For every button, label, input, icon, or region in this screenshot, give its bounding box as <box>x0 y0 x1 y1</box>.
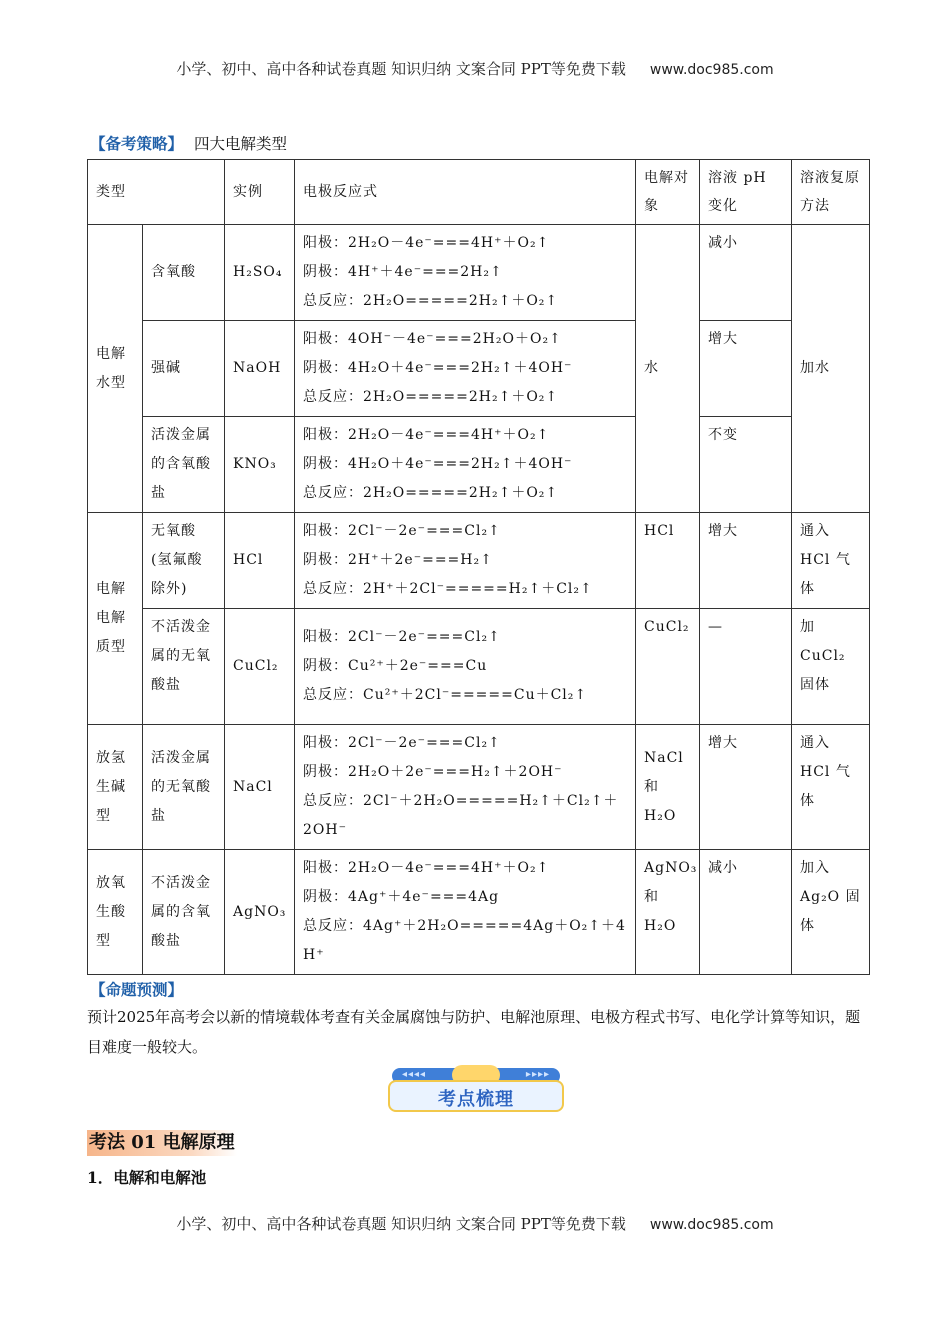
page-footer <box>0 1213 950 1234</box>
anode-equation: 阳极：4OH⁻－4e⁻===2H₂O＋O₂↑ <box>303 331 562 347</box>
reaction-cell <box>295 850 636 975</box>
total-equation: 总反应：4Ag⁺＋2H₂O=====4Ag＋O₂↑＋4H⁺ <box>303 918 626 963</box>
restore-cell: 加入 Ag₂O 固体 <box>792 850 870 975</box>
total-equation: 总反应：2H₂O=====2H₂↑＋O₂↑ <box>303 485 559 501</box>
object-cell: NaCl 和 H₂O <box>636 725 700 850</box>
reaction-cell <box>295 225 636 321</box>
table-header-row <box>88 160 870 225</box>
subtype-cell: 含氧酸 <box>143 225 225 321</box>
subtype-cell: 无氧酸(氢氟酸除外) <box>143 513 225 609</box>
reaction-cell <box>295 725 636 850</box>
cathode-equation: 阴极：2H₂O＋2e⁻===H₂↑＋2OH⁻ <box>303 764 563 780</box>
ph-cell: — <box>700 609 792 725</box>
table-row <box>88 225 870 321</box>
header-restore: 溶液复原方法 <box>792 160 870 225</box>
total-equation: 总反应：2H₂O=====2H₂↑＋O₂↑ <box>303 389 559 405</box>
example-cell: H₂SO₄ <box>225 225 295 321</box>
reaction-cell <box>295 321 636 417</box>
subtype-cell: 强碱 <box>143 321 225 417</box>
restore-cell: 通入 HCl 气体 <box>792 725 870 850</box>
header-text: 小学、初中、高中各种试卷真题 知识归纳 文案合同 PPT等免费下载 <box>176 60 626 78</box>
table-row <box>88 850 870 975</box>
object-cell: AgNO₃ 和 H₂O <box>636 850 700 975</box>
object-cell: HCl <box>636 513 700 609</box>
prediction-bracket: 【命题预测】 <box>90 980 184 999</box>
restore-cell: 加 CuCl₂ 固体 <box>792 609 870 725</box>
total-equation: 总反应：Cu²⁺＋2Cl⁻=====Cu＋Cl₂↑ <box>303 687 588 703</box>
example-cell: HCl <box>225 513 295 609</box>
subtype-cell: 不活泼金属的含氧酸盐 <box>143 850 225 975</box>
table-row <box>88 725 870 850</box>
subtype-cell: 活泼金属的含氧酸盐 <box>143 417 225 513</box>
header-reaction: 电极反应式 <box>295 160 636 225</box>
ph-cell: 增大 <box>700 321 792 417</box>
total-equation: 总反应：2H₂O=====2H₂↑＋O₂↑ <box>303 293 559 309</box>
anode-equation: 阳极：2H₂O－4e⁻===4H⁺＋O₂↑ <box>303 427 550 443</box>
prediction-heading <box>90 978 183 1000</box>
object-cell-water: 水 <box>636 225 700 513</box>
cathode-equation: 阴极：Cu²⁺＋2e⁻===Cu <box>303 658 488 674</box>
cathode-equation: 阴极：4H₂O＋4e⁻===2H₂↑＋4OH⁻ <box>303 360 573 376</box>
total-equation: 总反应：2Cl⁻＋2H₂O=====H₂↑＋Cl₂↑＋2OH⁻ <box>303 793 619 838</box>
cathode-equation: 阴极：4Ag⁺＋4e⁻===4Ag <box>303 889 500 905</box>
anode-equation: 阳极：2H₂O－4e⁻===4H⁺＋O₂↑ <box>303 860 550 876</box>
restore-cell: 通入 HCl 气体 <box>792 513 870 609</box>
strategy-heading <box>90 132 287 154</box>
example-cell: NaOH <box>225 321 295 417</box>
subtype-cell: 活泼金属的无氧酸盐 <box>143 725 225 850</box>
table-row <box>88 609 870 725</box>
example-cell: NaCl <box>225 725 295 850</box>
subtype-cell: 不活泼金属的无氧酸盐 <box>143 609 225 725</box>
header-object: 电解对象 <box>636 160 700 225</box>
table-row <box>88 321 870 417</box>
cathode-equation: 阴极：4H₂O＋4e⁻===2H₂↑＋4OH⁻ <box>303 456 573 472</box>
footer-url[interactable]: www.doc985.com <box>649 1217 774 1233</box>
group-cell-hydrogen-base: 放氢生碱型 <box>88 725 143 850</box>
ph-cell: 增大 <box>700 725 792 850</box>
method-heading: 考法 01 电解原理 <box>87 1130 237 1156</box>
cathode-equation: 阴极：2H⁺＋2e⁻===H₂↑ <box>303 552 493 568</box>
subsection-heading: 1．电解和电解池 <box>87 1168 207 1187</box>
table-row <box>88 417 870 513</box>
table-row <box>88 513 870 609</box>
total-equation: 总反应：2H⁺＋2Cl⁻=====H₂↑＋Cl₂↑ <box>303 581 593 597</box>
group-cell-oxygen-acid: 放氧生酸型 <box>88 850 143 975</box>
footer-text: 小学、初中、高中各种试卷真题 知识归纳 文案合同 PPT等免费下载 <box>176 1215 626 1233</box>
cathode-equation: 阴极：4H⁺＋4e⁻===2H₂↑ <box>303 264 503 280</box>
chevron-right-icon: ▸▸▸▸ <box>525 1069 550 1080</box>
header-ph: 溶液 pH 变化 <box>700 160 792 225</box>
reaction-cell <box>295 513 636 609</box>
header-url[interactable]: www.doc985.com <box>649 62 774 78</box>
ph-cell: 增大 <box>700 513 792 609</box>
chevron-left-icon: ◂◂◂◂ <box>402 1069 427 1080</box>
example-cell: KNO₃ <box>225 417 295 513</box>
restore-cell-water: 加水 <box>792 225 870 513</box>
strategy-bracket: 【备考策略】 <box>90 134 184 153</box>
header-example: 实例 <box>225 160 295 225</box>
anode-equation: 阳极：2Cl⁻－2e⁻===Cl₂↑ <box>303 523 501 539</box>
reaction-cell <box>295 417 636 513</box>
anode-equation: 阳极：2Cl⁻－2e⁻===Cl₂↑ <box>303 629 501 645</box>
group-cell-water: 电解水型 <box>88 225 143 513</box>
section-banner <box>388 1068 564 1112</box>
object-cell: CuCl₂ <box>636 609 700 725</box>
anode-equation: 阳极：2H₂O－4e⁻===4H⁺＋O₂↑ <box>303 235 550 251</box>
page-header <box>0 58 950 79</box>
ph-cell: 不变 <box>700 417 792 513</box>
electrolysis-types-table <box>87 159 870 975</box>
header-type: 类型 <box>88 160 225 225</box>
anode-equation: 阳极：2Cl⁻－2e⁻===Cl₂↑ <box>303 735 501 751</box>
ph-cell: 减小 <box>700 850 792 975</box>
prediction-paragraph: 预计2025年高考会以新的情境载体考查有关金属腐蚀与防护、电解池原理、电极方程式书写、电化学计算等知识，题目难度一般较大。 <box>87 1008 861 1056</box>
banner-plate <box>388 1080 564 1112</box>
group-cell-electrolyte: 电解电解质型 <box>88 513 143 725</box>
ph-cell: 减小 <box>700 225 792 321</box>
strategy-title: 四大电解类型 <box>193 135 287 153</box>
banner-title: 考点梳理 <box>438 1089 514 1110</box>
example-cell: AgNO₃ <box>225 850 295 975</box>
example-cell: CuCl₂ <box>225 609 295 725</box>
reaction-cell <box>295 609 636 725</box>
